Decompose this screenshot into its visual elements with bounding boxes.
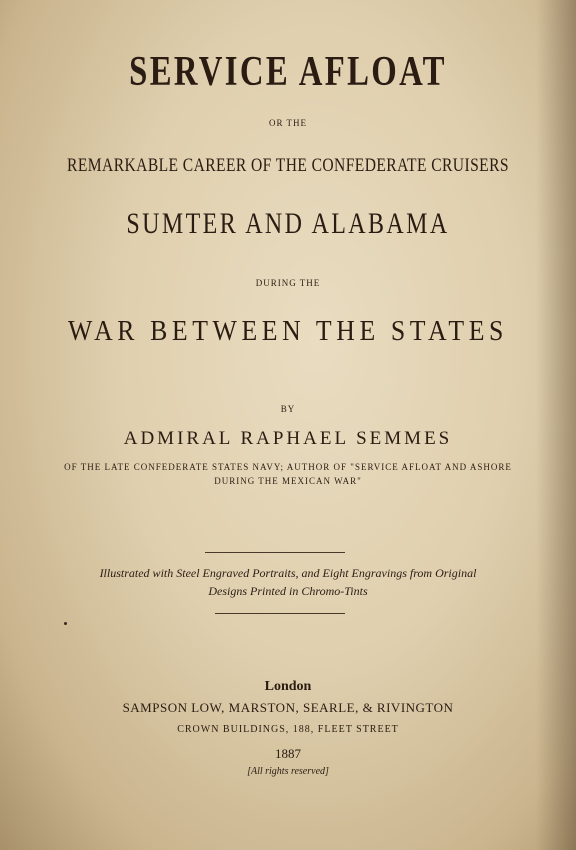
book-subtitle: REMARKABLE CAREER OF THE CONFEDERATE CRUISERS <box>67 155 509 176</box>
ships-heading: SUMTER AND ALABAMA <box>126 207 450 240</box>
rights-notice: [All rights reserved] <box>247 766 329 777</box>
publisher-address: CROWN BUILDINGS, 188, FLEET STREET <box>177 724 399 735</box>
author-note-line-2: DURING THE MEXICAN WAR" <box>214 476 362 486</box>
ink-speck <box>64 622 67 625</box>
illustrations-note-line-2: Designs Printed in Chromo-Tints <box>208 584 368 598</box>
war-heading: WAR BETWEEN THE STATES <box>68 316 508 347</box>
publication-city: London <box>264 679 312 694</box>
publisher-name: SAMPSON LOW, MARSTON, SEARLE, & RIVINGTON <box>122 700 454 715</box>
or-the-text: OR THE <box>268 118 308 128</box>
illustrations-note-line-1: Illustrated with Steel Engraved Portraits, and Eight Engravings from Original <box>99 566 477 580</box>
by-text: BY <box>280 404 296 414</box>
author-note-line-1: OF THE LATE CONFEDERATE STATES NAVY; AUTHOR OF "SERVICE AFLOAT AND ASHORE <box>64 462 512 472</box>
during-the-text: DURING THE <box>255 278 321 288</box>
book-title: SERVICE AFLOAT <box>129 49 447 95</box>
divider-bottom <box>215 613 345 614</box>
author-name: ADMIRAL RAPHAEL SEMMES <box>123 428 453 449</box>
divider-top <box>205 552 345 553</box>
publication-year: 1887 <box>275 746 301 761</box>
